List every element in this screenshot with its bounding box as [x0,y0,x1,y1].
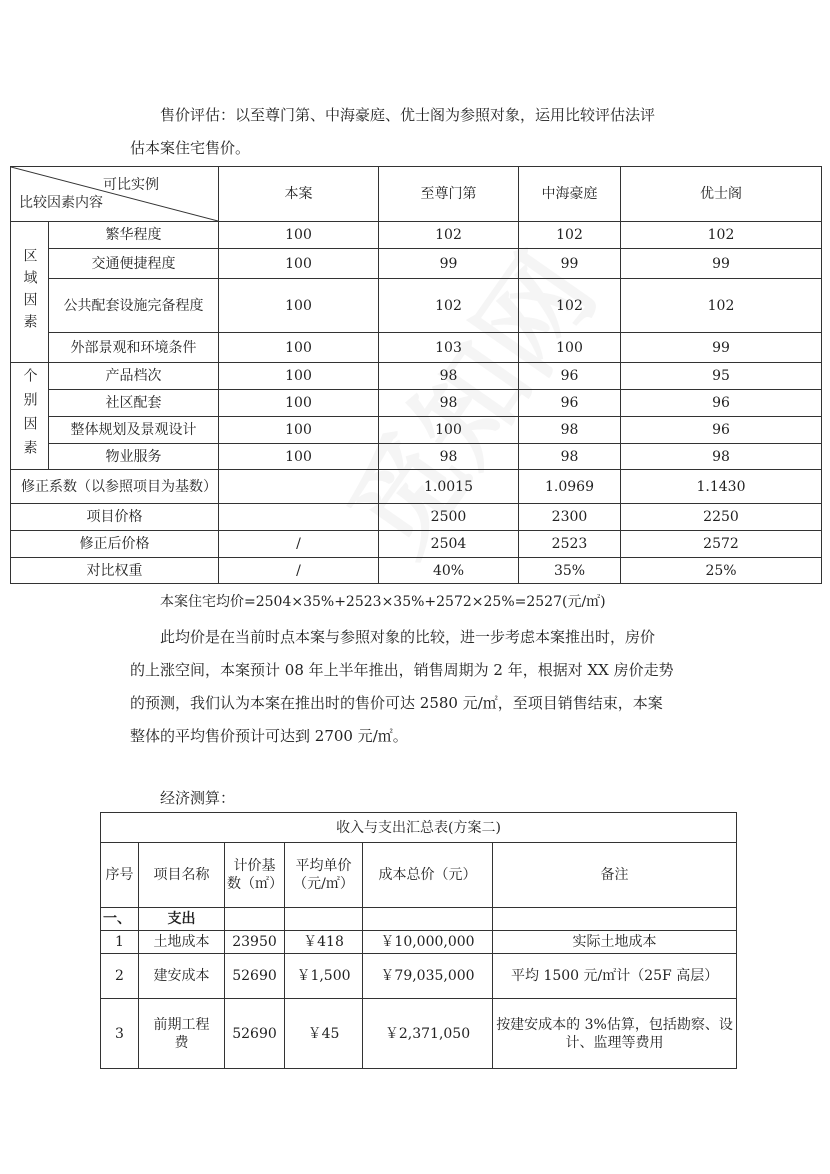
column-header: 项目名称 [139,843,225,908]
cell: 100 [219,417,379,444]
cell: 52690 [225,999,285,1069]
cell [219,470,379,504]
column-header: 计价基数（㎡） [225,843,285,908]
cell: 96 [519,390,621,417]
corner-top-label: 可比实例 [103,177,159,193]
cell: 1.1430 [621,470,822,504]
cell: 建安成本 [139,954,225,999]
cell: 2500 [379,504,519,531]
table-row [11,222,822,249]
cell: 98 [379,363,519,390]
cell: 100 [519,333,621,363]
cell: 102 [379,279,519,333]
cell: 2250 [621,504,822,531]
row-label: 公共配套设施完备程度 [49,279,219,333]
cell: 100 [219,390,379,417]
cell: 按建安成本的 3%估算，包括勘察、设计、监理等费用 [493,999,737,1069]
cell: 99 [379,249,519,279]
table-row [101,931,737,954]
cell: 103 [379,333,519,363]
cell: / [219,558,379,584]
cell: 98 [379,390,519,417]
cell: / [219,531,379,558]
intro-line-1: 售价评估：以至尊门第、中海豪庭、优士阁为参照对象，运用比较评估法评 [160,106,656,124]
row-label: 项目价格 [11,504,219,531]
column-header: 序号 [101,843,139,908]
price-comparison-table [10,166,822,584]
cell: 99 [621,333,822,363]
paragraph-line-1: 此均价是在当前时点本案与参照对象的比较，进一步考虑本案推出时，房价 [160,628,656,646]
cell: ￥79,035,000 [363,954,493,999]
cell: 3 [101,999,139,1069]
cell: 35% [519,558,621,584]
cell: 98 [379,444,519,470]
table-row [11,504,822,531]
cell: 98 [519,417,621,444]
row-label: 繁华程度 [49,222,219,249]
cell [219,504,379,531]
intro-line-2: 估本案住宅售价。 [130,139,251,157]
section-label: 支出 [139,908,225,931]
cell: 100 [219,222,379,249]
cell: 102 [379,222,519,249]
column-header: 备注 [493,843,737,908]
cell: 2 [101,954,139,999]
row-label: 产品档次 [49,363,219,390]
section-number: 一、 [101,908,139,931]
cell: 1.0969 [519,470,621,504]
cell: ￥10,000,000 [363,931,493,954]
average-price-formula: 本案住宅均价=2504×35%+2523×35%+2572×25%=2527(元/㎡) [160,594,606,610]
section-row [101,908,737,931]
row-label: 社区配套 [49,390,219,417]
cell: 1 [101,931,139,954]
cell: 实际土地成本 [493,931,737,954]
row-label: 物业服务 [49,444,219,470]
cell: 52690 [225,954,285,999]
cell: 100 [219,444,379,470]
cell: 23950 [225,931,285,954]
cell: 前期工程费 [139,999,225,1069]
corner-header-cell [11,167,219,222]
row-label: 交通便捷程度 [49,249,219,279]
economic-estimate-label: 经济测算： [160,789,236,807]
column-header: 本案 [219,167,379,222]
row-label: 整体规划及景观设计 [49,417,219,444]
cell: 40% [379,558,519,584]
table-title: 收入与支出汇总表(方案二) [101,813,737,843]
cell: 100 [219,363,379,390]
cell: ￥418 [285,931,363,954]
cell: 102 [519,279,621,333]
table-row [11,417,822,444]
table-row [11,531,822,558]
cell: 102 [621,279,822,333]
table-row [101,999,737,1069]
cell: 98 [621,444,822,470]
column-header: 平均单价（元/㎡） [285,843,363,908]
table-row [11,279,822,333]
cell: 2572 [621,531,822,558]
column-header: 中海豪庭 [519,167,621,222]
cell: ￥45 [285,999,363,1069]
paragraph-line-3: 的预测，我们认为本案在推出时的售价可达 2580 元/㎡，至项目销售结束，本案 [130,694,663,712]
cell: 平均 1500 元/㎡计（25F 高层） [493,954,737,999]
cell: 96 [621,417,822,444]
cell: 102 [621,222,822,249]
row-label: 外部景观和环境条件 [49,333,219,363]
paragraph-line-2: 的上涨空间，本案预计 08 年上半年推出，销售周期为 2 年，根据对 XX 房价走势 [130,661,674,679]
cell: 1.0015 [379,470,519,504]
cell: 100 [219,333,379,363]
cell: 100 [219,279,379,333]
cell: 99 [621,249,822,279]
cell: 96 [621,390,822,417]
row-label: 修正系数（以参照项目为基数） [11,470,219,504]
cell: 96 [519,363,621,390]
table-row [11,470,822,504]
cell: 2504 [379,531,519,558]
cell: 2523 [519,531,621,558]
table-row [11,390,822,417]
cell: 100 [379,417,519,444]
cell: 100 [219,249,379,279]
table-row [11,363,822,390]
income-expense-table [100,812,737,1069]
column-header: 成本总价（元） [363,843,493,908]
cell: 102 [519,222,621,249]
table-row [11,249,822,279]
table-row [11,558,822,584]
cell: 95 [621,363,822,390]
column-header: 优士阁 [621,167,822,222]
column-header: 至尊门第 [379,167,519,222]
paragraph-line-4: 整体的平均售价预计可达到 2700 元/㎡。 [130,727,408,745]
table-row [101,954,737,999]
cell: 98 [519,444,621,470]
group-label-regional: 区域因素 [11,222,49,363]
table-row [11,444,822,470]
cell: 土地成本 [139,931,225,954]
group-label-individual: 个别因素 [11,363,49,470]
cell: ￥1,500 [285,954,363,999]
row-label: 对比权重 [11,558,219,584]
row-label: 修正后价格 [11,531,219,558]
cell: 2300 [519,504,621,531]
cell: ￥2,371,050 [363,999,493,1069]
cell: 99 [519,249,621,279]
cell: 25% [621,558,822,584]
corner-bottom-label: 比较因素内容 [19,195,103,211]
table-row [11,333,822,363]
